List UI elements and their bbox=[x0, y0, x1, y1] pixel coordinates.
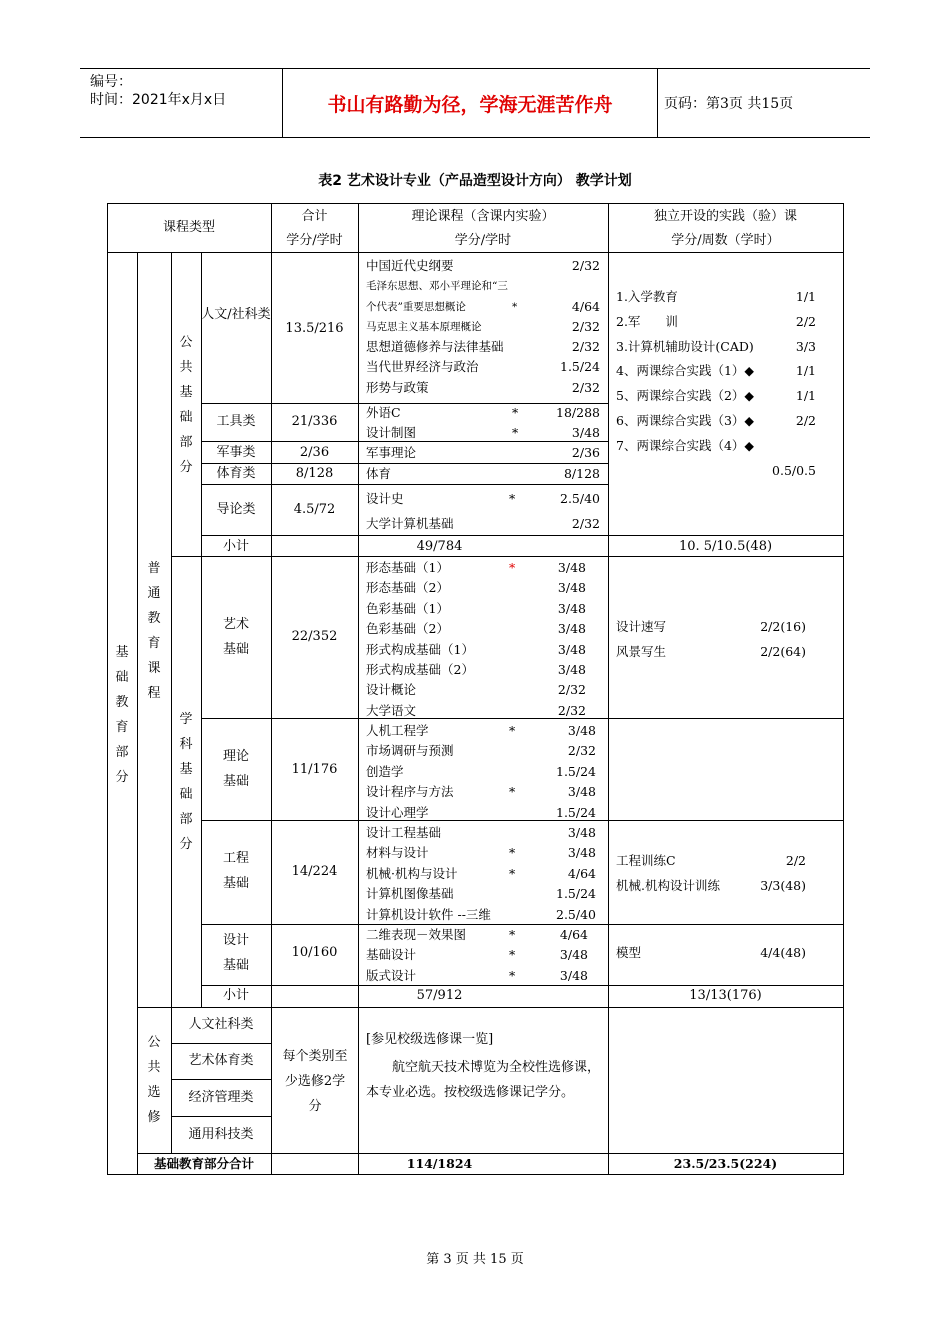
row-design-practice bbox=[616, 943, 806, 963]
course-name: 计算机图像基础 bbox=[366, 886, 454, 902]
course-credits: 3/48 bbox=[557, 580, 586, 596]
course-credits: 2/32 bbox=[571, 516, 600, 531]
course-name: 形态基础（2） bbox=[366, 580, 449, 596]
course-credits: 2/32 bbox=[571, 258, 600, 273]
course-name: 版式设计 bbox=[366, 967, 417, 983]
course-row bbox=[366, 256, 604, 276]
row-pe-label: 体育类 bbox=[216, 466, 256, 481]
course-row bbox=[616, 434, 816, 459]
course-row bbox=[366, 317, 604, 337]
required-mark: * bbox=[509, 927, 516, 942]
course-row bbox=[366, 884, 604, 904]
public-practice-list bbox=[616, 285, 816, 483]
row-engineering-practice bbox=[616, 848, 806, 898]
row-engineering-label-2: 基础 bbox=[222, 876, 249, 891]
required-mark: * bbox=[509, 947, 516, 963]
row-military-value: 2/36 bbox=[571, 445, 600, 460]
course-row bbox=[616, 873, 806, 898]
course-row bbox=[366, 701, 604, 721]
course-name: 设计心理学 bbox=[366, 804, 429, 820]
course-row bbox=[616, 409, 816, 434]
col-header-total-1: 合计 bbox=[301, 209, 328, 224]
course-name: 机械·机构与设计 bbox=[366, 865, 458, 881]
course-row bbox=[366, 423, 604, 443]
course-row bbox=[366, 297, 604, 317]
row-theory-credits: 11/176 bbox=[291, 762, 338, 777]
course-name: 形式构成基础（1） bbox=[366, 641, 474, 657]
row-intro-label: 导论类 bbox=[216, 502, 256, 517]
course-credits: 2/32 bbox=[571, 379, 600, 395]
course-credits: 2/2 bbox=[795, 313, 816, 329]
course-name: 设计制图 bbox=[366, 424, 417, 440]
course-credits: 18/288 bbox=[556, 405, 600, 420]
header-number-label: 编号： bbox=[90, 74, 132, 90]
course-name: 二维表现－效果图 bbox=[366, 927, 467, 942]
group-public-basic: 公共基础部分 bbox=[179, 335, 193, 475]
course-row bbox=[366, 660, 604, 680]
subtotal-public-practice: 10. 5/10.5(48) bbox=[678, 539, 773, 554]
course-credits: 2.5/40 bbox=[560, 491, 600, 506]
course-row bbox=[366, 843, 604, 863]
row-design-label-2: 基础 bbox=[222, 958, 249, 973]
course-row bbox=[366, 640, 604, 660]
course-name: 7、两课综合实践（4）◆ bbox=[616, 437, 755, 453]
elective-category-technology: 通用科技类 bbox=[188, 1127, 254, 1142]
row-art-credits: 22/352 bbox=[291, 629, 338, 644]
total-theory: 114/1824 bbox=[406, 1156, 473, 1171]
course-row bbox=[366, 276, 604, 296]
col-header-type: 课程类型 bbox=[162, 220, 215, 235]
course-credits: 2/2 bbox=[785, 853, 806, 868]
course-name: 大学计算机基础 bbox=[366, 516, 454, 531]
course-credits: 2/32 bbox=[571, 339, 600, 355]
row-design-courses bbox=[366, 925, 604, 986]
required-mark: * bbox=[509, 491, 516, 506]
row-military-course: 军事理论 bbox=[366, 445, 417, 460]
course-row bbox=[366, 578, 604, 598]
course-row bbox=[366, 741, 604, 761]
course-credits: 2/32 bbox=[557, 682, 586, 698]
course-row bbox=[366, 945, 604, 965]
course-name: 2.军 训 bbox=[616, 313, 678, 329]
col-header-practice-2: 学分/周数（学时） bbox=[671, 233, 780, 248]
course-credits: 0.5/0.5 bbox=[772, 462, 816, 478]
row-military-label: 军事类 bbox=[216, 445, 256, 460]
course-name: 设计概论 bbox=[366, 682, 417, 698]
course-name: 毛泽东思想、邓小平理论和“三 bbox=[366, 280, 508, 293]
required-mark: * bbox=[512, 405, 519, 420]
course-name: 风景写生 bbox=[616, 644, 667, 659]
row-tools-courses bbox=[366, 403, 604, 442]
course-credits: 1.5/24 bbox=[560, 359, 600, 375]
row-engineering-courses bbox=[366, 823, 604, 925]
course-credits: 2/2 bbox=[795, 412, 816, 428]
course-name: 色彩基础（2） bbox=[366, 621, 449, 637]
course-row bbox=[366, 511, 604, 536]
course-credits: 3/3 bbox=[795, 338, 816, 354]
course-credits: 1.5/24 bbox=[556, 886, 596, 902]
course-credits: 3/48 bbox=[559, 967, 588, 983]
row-design-label-1: 设计 bbox=[222, 933, 249, 948]
elective-note-2: 航空航天技术博览为全校性选修课，本专业必选。按校级选修课记学分。 bbox=[366, 1060, 601, 1100]
row-design-credits: 10/160 bbox=[291, 945, 338, 960]
course-name: 基础设计 bbox=[366, 947, 417, 963]
subtotal-public-theory: 49/784 bbox=[416, 539, 463, 554]
row-art-label-2: 基础 bbox=[222, 642, 249, 657]
table-title: 表2 艺术设计专业（产品造型设计方向） 教学计划 bbox=[318, 173, 632, 189]
course-name: 工程训练C bbox=[616, 853, 676, 868]
course-name: 个代表”重要思想概论 bbox=[366, 300, 466, 313]
course-row bbox=[616, 614, 806, 639]
course-row bbox=[366, 619, 604, 639]
course-credits: 3/48 bbox=[571, 424, 600, 440]
elective-requirement: 每个类别至少选修2学分 bbox=[282, 1049, 348, 1114]
course-credits: 3/48 bbox=[557, 661, 586, 677]
course-row bbox=[366, 680, 604, 700]
course-name: 模型 bbox=[616, 945, 642, 960]
course-row bbox=[366, 721, 604, 741]
course-credits: 3/48 bbox=[559, 947, 588, 963]
course-credits: 3/48 bbox=[567, 845, 596, 861]
course-name: 中国近代史纲要 bbox=[366, 258, 454, 273]
course-row bbox=[366, 337, 604, 357]
row-tools-credits: 21/336 bbox=[291, 414, 338, 429]
course-row bbox=[366, 905, 604, 925]
course-credits: 3/48 bbox=[567, 723, 596, 738]
group-public-elective: 公共选修 bbox=[147, 1035, 161, 1125]
row-humanities-label: 人文/社科类 bbox=[201, 307, 271, 322]
course-name: 设计工程基础 bbox=[366, 825, 442, 840]
elective-note-1: [参见校级选修课一览] bbox=[366, 1032, 494, 1047]
course-credits: 2/32 bbox=[567, 743, 596, 759]
course-name: 形势与政策 bbox=[366, 379, 429, 395]
course-name: 6、两课综合实践（3）◆ bbox=[616, 412, 755, 428]
course-credits: 3/48 bbox=[567, 784, 596, 800]
elective-category-economics: 经济管理类 bbox=[188, 1090, 254, 1105]
course-name: 设计程序与方法 bbox=[366, 784, 454, 800]
course-credits: 2/2(16) bbox=[760, 619, 806, 634]
course-credits: 1.5/24 bbox=[556, 804, 596, 820]
course-row bbox=[616, 359, 816, 384]
row-humanities-courses bbox=[366, 256, 604, 398]
group-subject-basic: 学科基础部分 bbox=[179, 712, 193, 852]
course-row bbox=[366, 782, 604, 802]
header-page-info: 页码：第3页 共15页 bbox=[664, 96, 794, 112]
row-art-courses bbox=[366, 558, 604, 721]
course-name: 计算机设计软件 --三维 bbox=[366, 906, 491, 922]
course-row bbox=[616, 335, 816, 360]
elective-category-arts: 艺术体育类 bbox=[188, 1053, 254, 1068]
course-credits: 4/4(48) bbox=[760, 945, 806, 960]
course-name: 4、两课综合实践（1）◆ bbox=[616, 363, 755, 379]
col-header-practice-1: 独立开设的实践（验）课 bbox=[653, 209, 797, 224]
header-time-label: 时间：2021年x月x日 bbox=[90, 92, 227, 108]
course-name: 设计史 bbox=[366, 491, 404, 506]
course-row bbox=[616, 848, 806, 873]
course-credits: 3/48 bbox=[557, 621, 586, 637]
total-label: 基础教育部分合计 bbox=[153, 1156, 254, 1171]
course-credits: 2/32 bbox=[571, 318, 600, 334]
required-mark: * bbox=[509, 967, 516, 983]
required-mark: * bbox=[509, 865, 516, 881]
course-credits: 1/1 bbox=[795, 363, 816, 379]
course-row bbox=[366, 925, 604, 945]
required-mark: * bbox=[509, 845, 516, 861]
course-credits: 2.5/40 bbox=[556, 906, 596, 922]
course-credits: 1/1 bbox=[795, 289, 816, 304]
row-intro-courses bbox=[366, 486, 604, 536]
row-pe-credits: 8/128 bbox=[295, 466, 334, 481]
course-name: 当代世界经济与政治 bbox=[366, 359, 479, 375]
course-credits: 3/48 bbox=[557, 560, 586, 575]
required-mark: * bbox=[509, 560, 516, 575]
col-header-theory-2: 学分/学时 bbox=[454, 233, 512, 248]
course-credits: 4/64 bbox=[567, 865, 596, 881]
course-row bbox=[366, 599, 604, 619]
required-mark: * bbox=[512, 424, 519, 440]
course-credits: 3/48 bbox=[557, 600, 586, 616]
course-name: 形态基础（1） bbox=[366, 560, 449, 575]
row-theory-label-2: 基础 bbox=[222, 774, 249, 789]
course-credits: 1/1 bbox=[795, 388, 816, 404]
course-row bbox=[366, 966, 604, 986]
row-military-credits: 2/36 bbox=[299, 445, 330, 460]
row-art-practice bbox=[616, 614, 806, 664]
subtotal-public-label: 小计 bbox=[222, 539, 249, 554]
group-general-edu: 普通教育课程 bbox=[147, 561, 161, 701]
row-theory-courses bbox=[366, 721, 604, 823]
row-intro-credits: 4.5/72 bbox=[293, 502, 336, 517]
course-credits: 2/2(64) bbox=[760, 644, 806, 659]
course-name: 材料与设计 bbox=[366, 845, 429, 861]
course-name: 设计速写 bbox=[616, 619, 667, 634]
course-name: 马克思主义基本原理概论 bbox=[366, 320, 482, 333]
course-row bbox=[366, 486, 604, 511]
course-credits: 4/64 bbox=[559, 927, 588, 942]
course-credits: 3/48 bbox=[567, 825, 596, 840]
subtotal-subject-theory: 57/912 bbox=[416, 988, 463, 1003]
course-row bbox=[366, 558, 604, 578]
required-mark: * bbox=[509, 784, 516, 800]
course-name: 机械.机构设计训练 bbox=[616, 878, 720, 893]
row-tools-label: 工具类 bbox=[216, 414, 256, 429]
row-humanities-credits: 13.5/216 bbox=[285, 321, 344, 336]
header-motto: 书山有路勤为径，学海无涯苦作舟 bbox=[282, 69, 658, 137]
course-row bbox=[366, 823, 604, 843]
row-engineering-credits: 14/224 bbox=[291, 864, 338, 879]
course-name: 人机工程学 bbox=[366, 723, 429, 738]
group-basic-edu: 基础教育部分 bbox=[115, 645, 129, 785]
course-row bbox=[366, 357, 604, 377]
course-credits: 4/64 bbox=[571, 298, 600, 314]
course-row bbox=[616, 639, 806, 664]
course-name: 大学语文 bbox=[366, 702, 417, 718]
course-row bbox=[616, 459, 816, 484]
required-mark: * bbox=[509, 723, 516, 738]
course-row bbox=[366, 864, 604, 884]
course-name: 1.入学教育 bbox=[616, 289, 678, 304]
required-mark: * bbox=[512, 300, 518, 313]
elective-category-humanities: 人文社科类 bbox=[188, 1017, 254, 1032]
course-credits: 3/3(48) bbox=[760, 878, 806, 893]
course-name: 外语C bbox=[366, 405, 401, 420]
col-header-total-2: 学分/学时 bbox=[286, 233, 343, 248]
course-credits: 2/32 bbox=[557, 702, 586, 718]
course-credits: 1.5/24 bbox=[556, 763, 596, 779]
course-row bbox=[616, 310, 816, 335]
course-name: 5、两课综合实践（2）◆ bbox=[616, 388, 755, 404]
page-footer: 第 3 页 共 15 页 bbox=[426, 1252, 524, 1267]
course-row bbox=[366, 803, 604, 823]
row-art-label-1: 艺术 bbox=[222, 617, 249, 632]
course-name: 市场调研与预测 bbox=[366, 743, 454, 759]
col-header-theory-1: 理论课程（含课内实验） bbox=[411, 209, 555, 224]
course-name: 形式构成基础（2） bbox=[366, 661, 474, 677]
subtotal-subject-practice: 13/13(176) bbox=[689, 988, 762, 1003]
row-pe-course: 体育 bbox=[366, 466, 392, 481]
course-row bbox=[366, 378, 604, 398]
course-name: 思想道德修养与法律基础 bbox=[366, 339, 504, 355]
course-name: 创造学 bbox=[366, 763, 404, 779]
course-row bbox=[366, 403, 604, 423]
course-name: 色彩基础（1） bbox=[366, 600, 449, 616]
row-engineering-label-1: 工程 bbox=[222, 851, 249, 866]
row-theory-label-1: 理论 bbox=[222, 749, 249, 764]
total-practice: 23.5/23.5(224) bbox=[673, 1156, 778, 1171]
row-pe-value: 8/128 bbox=[563, 466, 600, 481]
course-credits: 3/48 bbox=[557, 641, 586, 657]
course-name: 3.计算机辅助设计(CAD) bbox=[616, 338, 754, 354]
course-row bbox=[616, 943, 806, 963]
course-row bbox=[616, 285, 816, 310]
course-row bbox=[366, 762, 604, 782]
subtotal-subject-label: 小计 bbox=[222, 988, 249, 1003]
course-row bbox=[616, 384, 816, 409]
